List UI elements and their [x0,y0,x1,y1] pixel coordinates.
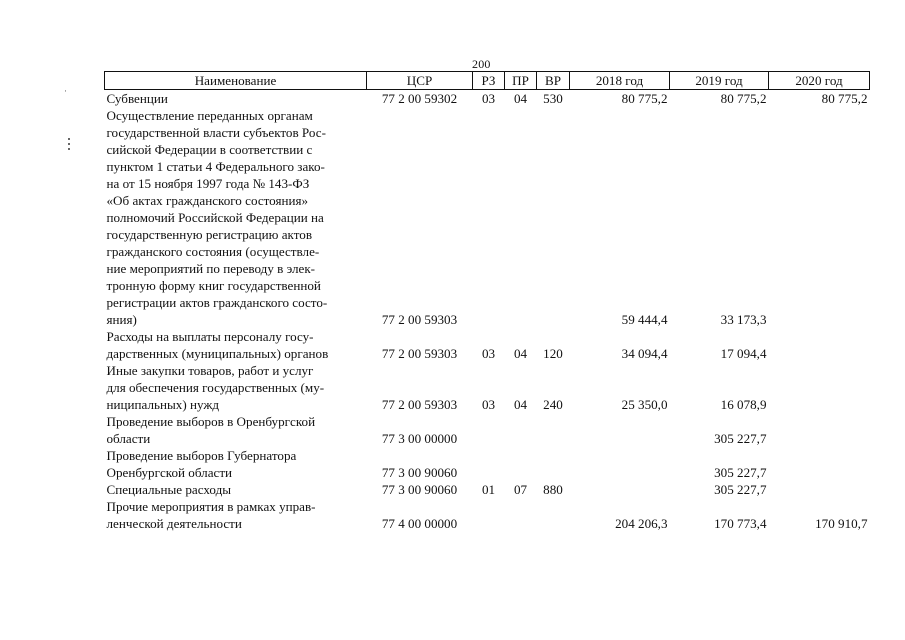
row-name-cell [105,328,367,362]
row-name-line: ние мероприятий по переводу в элек- [106,261,316,276]
page-number: 200 [472,57,491,71]
row-rz-cell: 01 [481,482,496,497]
table-row [105,107,870,328]
row-pr-cell: 04 [513,397,528,412]
row-y2020-cell: 170 910,7 [815,516,868,531]
row-name-cell [105,90,367,108]
row-name-line: Осуществление переданных органам [106,108,313,123]
row-rz-cell: 03 [481,346,496,361]
row-pr-cell: 04 [513,346,528,361]
row-y2019-cell: 305 227,7 [714,465,767,480]
row-csr-cell: 77 2 00 59303 [381,312,458,327]
row-y2020-cell [769,481,870,498]
row-name-line: Оренбургской области [106,465,233,480]
row-name-line: области [106,431,151,446]
row-rz-cell [473,498,505,532]
row-y2019-cell: 170 773,4 [714,516,767,531]
row-vr-cell [537,413,570,447]
row-name-line: регистрации актов гражданского состо- [106,295,328,310]
row-y2018-cell [570,413,670,447]
row-name-line: Субвенции [106,91,168,106]
row-name-line: тронную форму книг государственной [106,278,321,293]
row-vr-cell: 240 [543,397,563,412]
row-name-line: государственную регистрацию актов [106,227,313,242]
row-vr-cell: 120 [543,346,563,361]
row-name-line: Расходы на выплаты персоналу госу- [106,329,314,344]
row-name-cell [105,498,367,532]
row-csr-cell: 77 4 00 00000 [381,516,458,531]
row-vr-cell [537,498,570,532]
row-y2019-cell: 305 227,7 [714,431,767,446]
row-y2018-cell [570,447,670,481]
table-row [105,90,870,108]
row-name-line: пунктом 1 статьи 4 Федерального зако- [106,159,325,174]
row-rz-cell [473,107,505,328]
row-name-line: Прочие мероприятия в рамках управ- [106,499,316,514]
table-row [105,328,870,362]
table-row [105,498,870,532]
row-pr-cell: 07 [513,482,528,497]
row-y2019-cell: 305 227,7 [714,482,767,497]
row-csr-cell: 77 3 00 90060 [381,465,458,480]
row-name-cell [105,413,367,447]
row-csr-cell: 77 2 00 59303 [381,397,458,412]
row-csr-cell: 77 3 00 00000 [381,431,458,446]
row-pr-cell [505,447,537,481]
header-2019: 2019 год [670,72,769,90]
row-name-line: сийской Федерации в соответствии с [106,142,313,157]
row-rz-cell [473,447,505,481]
table-row [105,413,870,447]
table-row [105,362,870,413]
row-name-line: на от 15 ноября 1997 года № 143-ФЗ [106,176,310,191]
row-y2020-cell [769,328,870,362]
header-vr: ВР [537,72,570,90]
row-y2020-cell [769,362,870,413]
row-y2018-cell: 59 444,4 [621,312,668,327]
row-name-line: дарственных (муниципальных) органов [106,346,329,361]
row-y2020-cell [769,447,870,481]
row-pr-cell [505,413,537,447]
row-y2018-cell: 34 094,4 [621,346,668,361]
row-csr-cell: 77 2 00 59302 [381,91,458,106]
budget-table [104,71,870,532]
row-name-line: Специальные расходы [106,482,232,497]
row-name-line: ленческой деятельности [106,516,242,531]
row-rz-cell [473,413,505,447]
row-name-line: Проведение выборов в Оренбургской [106,414,316,429]
row-name-cell [105,481,367,498]
row-name-line: гражданского состояния (осуществле- [106,244,320,259]
row-y2020-cell [769,413,870,447]
row-name-line: Проведение выборов Губернатора [106,448,297,463]
row-y2018-cell: 25 350,0 [621,397,668,412]
row-y2018-cell: 80 775,2 [621,91,668,106]
margin-dot-mark: · [64,86,67,96]
row-name-line: Иные закупки товаров, работ и услуг [106,363,314,378]
row-y2020-cell: 80 775,2 [821,91,868,106]
table-row [105,481,870,498]
row-y2019-cell: 17 094,4 [720,346,767,361]
row-y2019-cell: 80 775,2 [720,91,767,106]
row-y2018-cell: 204 206,3 [615,516,668,531]
header-csr: ЦСР [367,72,473,90]
header-pr: ПР [505,72,537,90]
row-vr-cell [537,107,570,328]
row-name-cell [105,107,367,328]
row-name-cell [105,447,367,481]
row-vr-cell: 880 [543,482,563,497]
row-pr-cell: 04 [513,91,528,106]
header-2020: 2020 год [769,72,870,90]
row-pr-cell [505,498,537,532]
row-y2019-cell: 16 078,9 [720,397,767,412]
row-rz-cell: 03 [481,397,496,412]
row-vr-cell: 530 [543,91,563,106]
header-2018: 2018 год [570,72,670,90]
row-rz-cell: 03 [481,91,496,106]
row-y2020-cell [769,107,870,328]
row-y2019-cell: 33 173,3 [720,312,767,327]
header-name: Наименование [105,72,367,90]
row-csr-cell: 77 3 00 90060 [381,482,458,497]
row-name-line: для обеспечения государственных (му- [106,380,325,395]
row-name-line: яния) [106,312,137,327]
row-vr-cell [537,447,570,481]
margin-dotted-mark [68,138,70,153]
table-body [105,90,870,533]
header-rz: РЗ [473,72,505,90]
row-name-line: государственной власти субъектов Рос- [106,125,326,140]
row-pr-cell [505,107,537,328]
table-row [105,447,870,481]
table-header [105,72,870,90]
row-name-line: ниципальных) нужд [106,397,220,412]
row-csr-cell: 77 2 00 59303 [381,346,458,361]
row-y2018-cell [570,481,670,498]
row-name-line: «Об актах гражданского состояния» [106,193,309,208]
row-name-line: полномочий Российской Федерации на [106,210,324,225]
row-name-cell [105,362,367,413]
